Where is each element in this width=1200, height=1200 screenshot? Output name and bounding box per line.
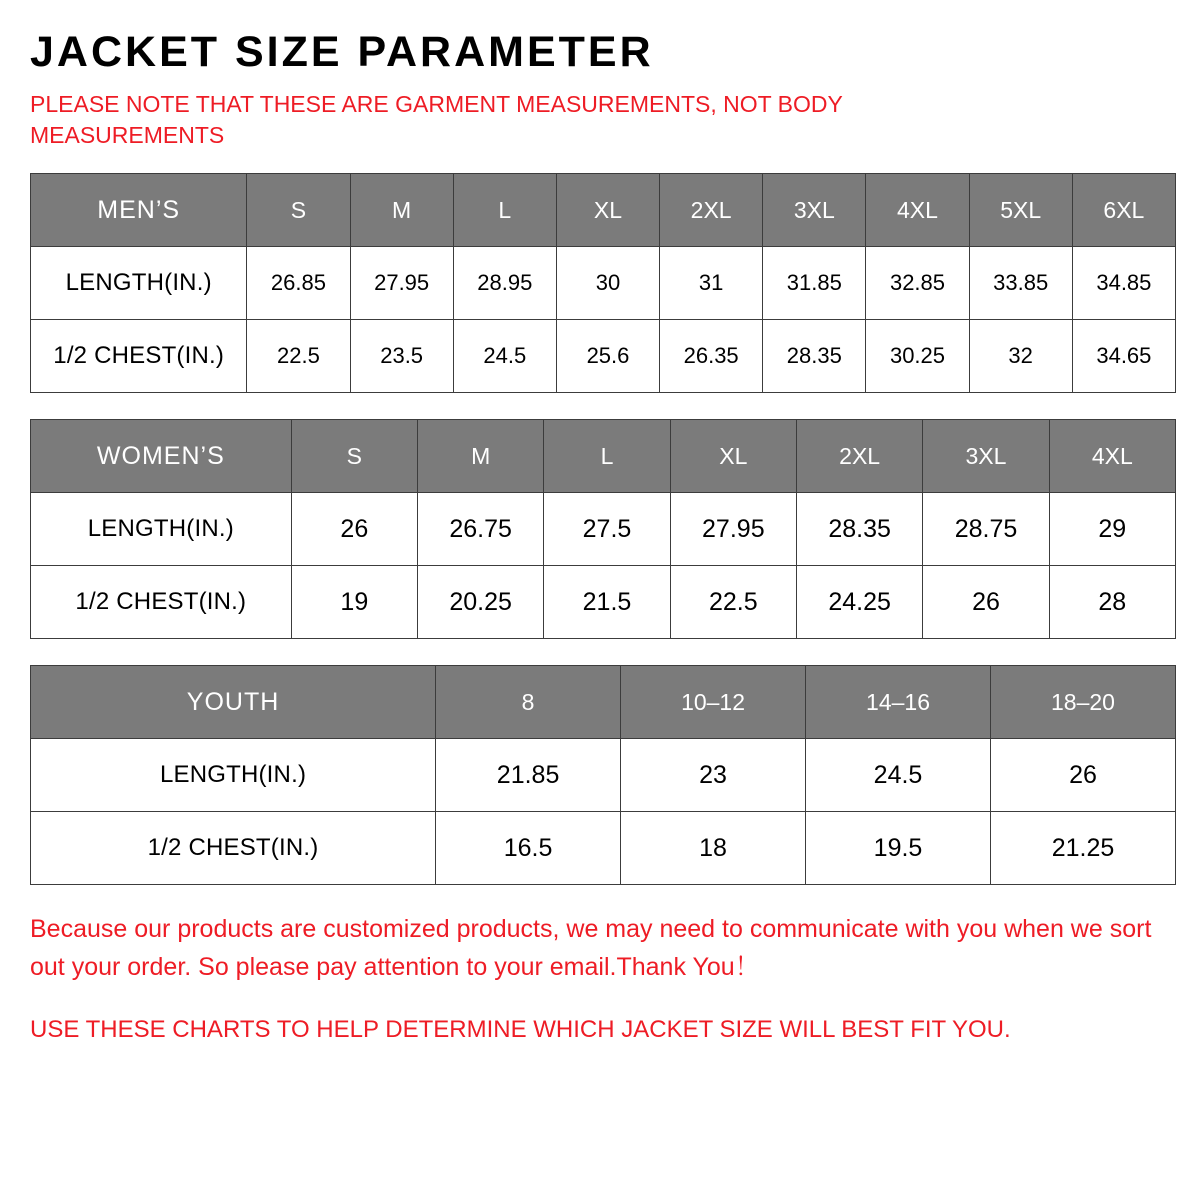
table-cell: 32 (969, 320, 1072, 393)
table-cell: 31.85 (763, 247, 866, 320)
table-cell: 28.35 (763, 320, 866, 393)
womens-size-3xl: 3XL (923, 420, 1049, 493)
youth-size-18-20: 18–20 (991, 666, 1176, 739)
table-cell: 27.95 (670, 493, 796, 566)
table-cell: 25.6 (556, 320, 659, 393)
table-cell: 20.25 (418, 566, 544, 639)
mens-length-label: LENGTH(IN.) (31, 247, 247, 320)
table-cell: 34.65 (1072, 320, 1175, 393)
table-cell: 22.5 (670, 566, 796, 639)
table-cell: 24.25 (796, 566, 922, 639)
womens-size-l: L (544, 420, 670, 493)
table-cell: 18 (621, 812, 806, 885)
mens-size-table (30, 173, 1176, 393)
table-row (31, 493, 1176, 566)
table-cell: 19 (291, 566, 417, 639)
table-header-row (31, 420, 1176, 493)
womens-size-2xl: 2XL (796, 420, 922, 493)
table-cell: 26 (991, 739, 1176, 812)
womens-length-label: LENGTH(IN.) (31, 493, 292, 566)
womens-size-m: M (418, 420, 544, 493)
table-cell: 33.85 (969, 247, 1072, 320)
table-row (31, 812, 1176, 885)
mens-size-s: S (247, 174, 350, 247)
mens-size-xl: XL (556, 174, 659, 247)
table-cell: 28.95 (453, 247, 556, 320)
youth-size-14-16: 14–16 (806, 666, 991, 739)
table-cell: 32.85 (866, 247, 969, 320)
womens-chest-label: 1/2 CHEST(IN.) (31, 566, 292, 639)
table-cell: 23.5 (350, 320, 453, 393)
youth-size-10-12: 10–12 (621, 666, 806, 739)
table-cell: 26 (923, 566, 1049, 639)
youth-size-table (30, 665, 1176, 885)
womens-size-table (30, 419, 1176, 639)
table-header-row (31, 174, 1176, 247)
chart-usage-notice: USE THESE CHARTS TO HELP DETERMINE WHICH JACKET SIZE WILL BEST FIT YOU. (30, 1016, 1011, 1044)
table-cell: 16.5 (436, 812, 621, 885)
table-cell: 26.85 (247, 247, 350, 320)
table-cell: 21.85 (436, 739, 621, 812)
table-cell: 24.5 (806, 739, 991, 812)
mens-size-2xl: 2XL (660, 174, 763, 247)
mens-size-3xl: 3XL (763, 174, 866, 247)
table-cell: 28 (1049, 566, 1175, 639)
table-row (31, 566, 1176, 639)
womens-size-xl: XL (670, 420, 796, 493)
womens-size-s: S (291, 420, 417, 493)
youth-length-label: LENGTH(IN.) (31, 739, 436, 812)
table-cell: 30 (556, 247, 659, 320)
table-cell: 27.5 (544, 493, 670, 566)
table-cell: 34.85 (1072, 247, 1175, 320)
table-header-row (31, 666, 1176, 739)
table-cell: 21.25 (991, 812, 1176, 885)
table-cell: 27.95 (350, 247, 453, 320)
mens-size-6xl: 6XL (1072, 174, 1175, 247)
womens-size-4xl: 4XL (1049, 420, 1175, 493)
table-cell: 28.35 (796, 493, 922, 566)
youth-chest-label: 1/2 CHEST(IN.) (31, 812, 436, 885)
womens-header-label: WOMEN’S (31, 420, 292, 493)
mens-size-l: L (453, 174, 556, 247)
table-cell: 19.5 (806, 812, 991, 885)
mens-size-m: M (350, 174, 453, 247)
table-cell: 23 (621, 739, 806, 812)
table-cell: 30.25 (866, 320, 969, 393)
table-cell: 28.75 (923, 493, 1049, 566)
table-cell: 26.75 (418, 493, 544, 566)
mens-size-5xl: 5XL (969, 174, 1072, 247)
table-row (31, 739, 1176, 812)
table-row (31, 247, 1176, 320)
youth-header-label: YOUTH (31, 666, 436, 739)
mens-header-label: MEN’S (31, 174, 247, 247)
mens-size-4xl: 4XL (866, 174, 969, 247)
table-row (31, 320, 1176, 393)
table-cell: 26 (291, 493, 417, 566)
measurement-note: PLEASE NOTE THAT THESE ARE GARMENT MEASUREMENTS, NOT BODY MEASUREMENTS (30, 91, 843, 149)
table-cell: 29 (1049, 493, 1175, 566)
page-title: JACKET SIZE PARAMETER (30, 28, 654, 76)
table-cell: 22.5 (247, 320, 350, 393)
mens-chest-label: 1/2 CHEST(IN.) (31, 320, 247, 393)
table-cell: 24.5 (453, 320, 556, 393)
youth-size-8: 8 (436, 666, 621, 739)
table-cell: 31 (660, 247, 763, 320)
table-cell: 21.5 (544, 566, 670, 639)
table-cell: 26.35 (660, 320, 763, 393)
customization-notice: Because our products are customized products, we may need to communicate with you when we sort out your order. So please pay attention to your email.Thank You！ (30, 915, 1152, 981)
